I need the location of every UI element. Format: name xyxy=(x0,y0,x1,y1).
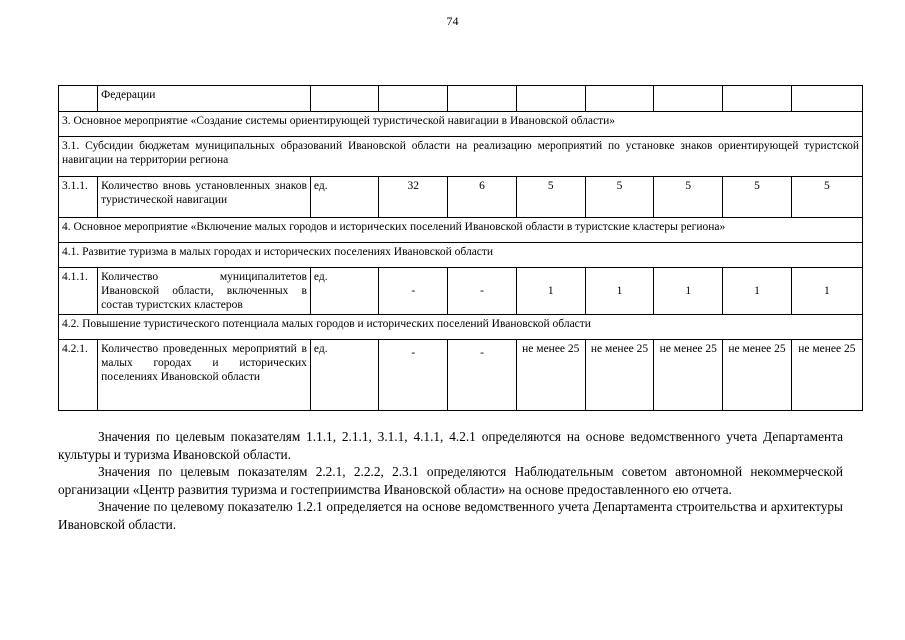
section-row-3 xyxy=(59,112,863,137)
section-row-4-2 xyxy=(59,315,863,340)
section-heading: 3. Основное мероприятие «Создание системы ориентирующей туристической навигации в Ивановской области» xyxy=(59,112,863,137)
cell-code: 3.1.1. xyxy=(59,177,98,218)
table-row-4-2-1 xyxy=(59,340,863,411)
section-heading: 4. Основное мероприятие «Включение малых городов и исторических поселений Ивановской области в туристские кластеры региона» xyxy=(59,218,863,243)
cell-value: 1 xyxy=(585,268,653,315)
cell-unit: ед. xyxy=(310,340,378,411)
cell-value: 1 xyxy=(791,268,862,315)
cell-value: не менее 25 xyxy=(585,340,653,411)
cell-value: 32 xyxy=(379,177,448,218)
cell-unit: ед. xyxy=(310,177,378,218)
cell-name: Федерации xyxy=(98,86,311,112)
cell-value: - xyxy=(379,340,448,411)
cell-value: 6 xyxy=(448,177,516,218)
section-row-4-1 xyxy=(59,243,863,268)
table-row-4-1-1 xyxy=(59,268,863,315)
note-paragraph: Значение по целевому показателю 1.2.1 определяется на основе ведомственного учета Департамента строительства и архитектуры Ивановской области. xyxy=(58,499,843,532)
cell-value: - xyxy=(448,340,516,411)
table-row-3-1-1 xyxy=(59,177,863,218)
section-heading: 3.1. Субсидии бюджетам муниципальных образований Ивановской области на реализацию мероприятий по установке знаков ориентирующей туристской навигации на территории региона xyxy=(59,137,863,177)
page-number: 74 xyxy=(446,14,459,28)
cell-name: Количество вновь установленных знаков туристической навигации xyxy=(98,177,311,218)
cell-value: 5 xyxy=(585,177,653,218)
cell-value: - xyxy=(448,268,516,315)
cell-value: 1 xyxy=(654,268,723,315)
cell-code: 4.1.1. xyxy=(59,268,98,315)
cell-value: 1 xyxy=(723,268,791,315)
cell-name: Количество проведенных мероприятий в малых городах и исторических поселениях Ивановской области xyxy=(98,340,311,411)
cell-value: 5 xyxy=(654,177,723,218)
cell-code: 4.2.1. xyxy=(59,340,98,411)
cell-name: Количество муниципалитетов Ивановской области, включенных в состав туристских кластеров xyxy=(98,268,311,315)
cell-value: не менее 25 xyxy=(791,340,862,411)
note-paragraph: Значения по целевым показателям 1.1.1, 2.1.1, 3.1.1, 4.1.1, 4.2.1 определяются на основе ведомственного учета Департамента культуры и туризма Ивановской области. xyxy=(58,429,843,462)
cell-value: 1 xyxy=(516,268,585,315)
cell-value: 5 xyxy=(516,177,585,218)
cell-value: не менее 25 xyxy=(723,340,791,411)
section-heading: 4.1. Развитие туризма в малых городах и исторических поселениях Ивановской области xyxy=(59,243,863,268)
cell-value: - xyxy=(379,268,448,315)
notes-section xyxy=(58,428,843,533)
note-paragraph: Значения по целевым показателям 2.2.1, 2.2.2, 2.3.1 определяются Наблюдательным советом автономной некоммерческой организации «Центр развития туризма и гостеприимства Ивановской области» на основе предоставленного ею отчета. xyxy=(58,464,843,497)
cell-value: не менее 25 xyxy=(654,340,723,411)
cell-value: не менее 25 xyxy=(516,340,585,411)
table-row-federation xyxy=(59,86,863,112)
cell-code xyxy=(59,86,98,112)
indicators-table xyxy=(58,85,863,411)
cell-value: 5 xyxy=(723,177,791,218)
section-row-4 xyxy=(59,218,863,243)
cell-unit: ед. xyxy=(310,268,378,315)
section-row-3-1 xyxy=(59,137,863,177)
section-heading: 4.2. Повышение туристического потенциала малых городов и исторических поселений Ивановской области xyxy=(59,315,863,340)
cell-value: 5 xyxy=(791,177,862,218)
